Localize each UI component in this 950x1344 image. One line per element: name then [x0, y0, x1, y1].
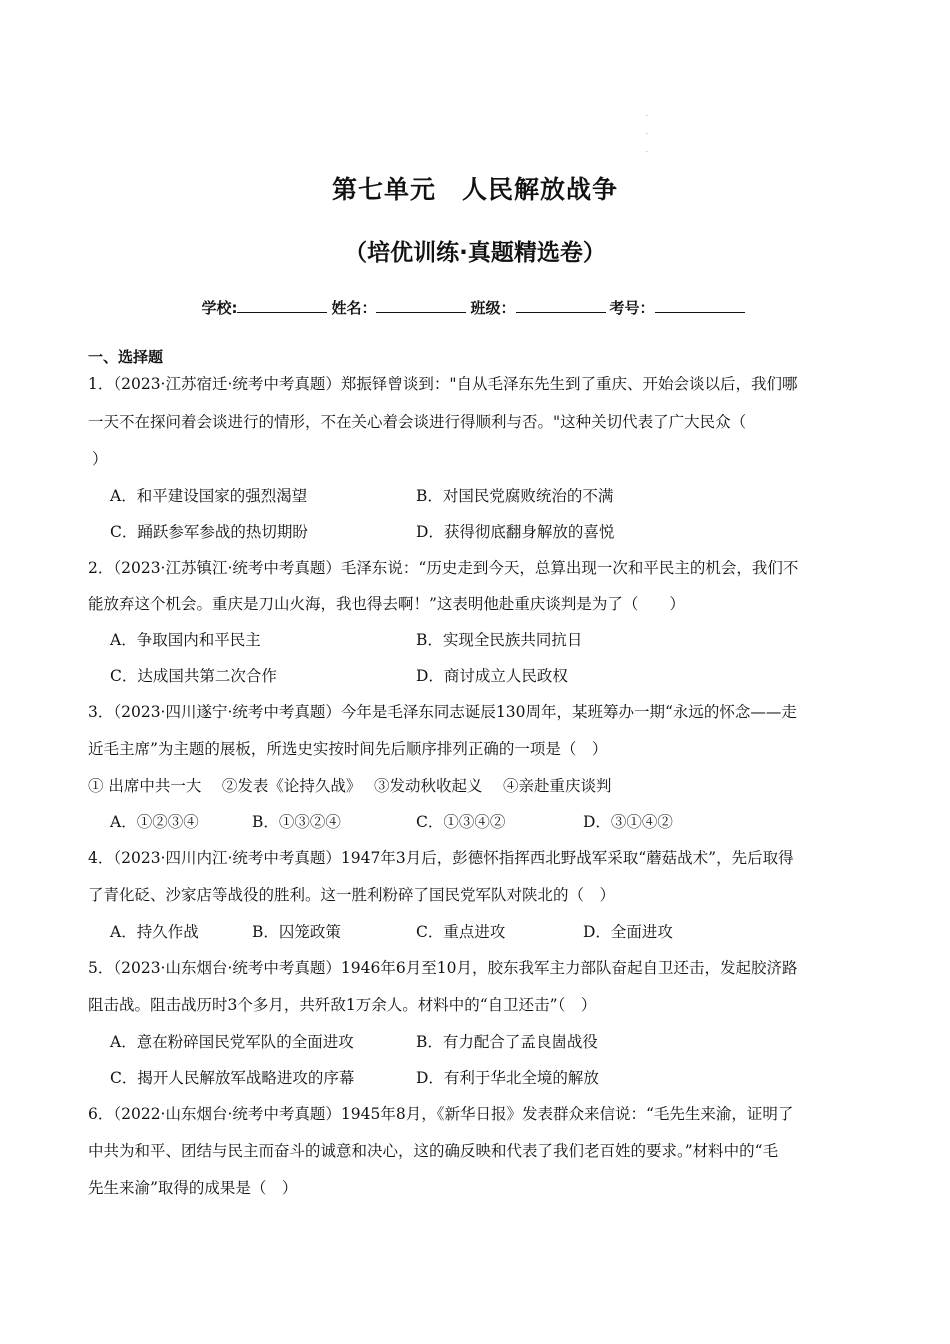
question-6-line-2: 中共为和平、团结与民主而奋斗的诚意和决心，这的确反映和代表了我们老百姓的要求。”材料中的“毛	[88, 1142, 779, 1160]
question-1-line-1: 1．（2023·江苏宿迁·统考中考真题）郑振铎曾谈到："自从毛泽东先生到了重庆、开始会谈以后，我们哪	[88, 375, 798, 393]
question-3-option-a[interactable]: A．①②③④	[110, 813, 199, 831]
title-topic: 人民解放战争	[462, 175, 619, 204]
header-dots: · · ·	[646, 113, 648, 156]
question-1-option-d[interactable]: D．获得彻底翻身解放的喜悦	[416, 523, 615, 541]
question-5-option-c[interactable]: C．揭开人民解放军战略进攻的序幕	[110, 1069, 355, 1087]
question-3-option-c[interactable]: C．①③④②	[416, 813, 506, 831]
question-1-option-c[interactable]: C．踊跃参军参战的热切期盼	[110, 523, 308, 541]
question-3-option-d[interactable]: D．③①④②	[583, 813, 673, 831]
page-title	[0, 170, 950, 206]
question-3-line-1: 3．（2023·四川遂宁·统考中考真题）今年是毛泽东同志诞辰130周年，某班筹办一期“永远的怀念——走	[88, 703, 797, 721]
question-4-option-c[interactable]: C．重点进攻	[416, 923, 506, 941]
question-5-option-d[interactable]: D．有利于华北全境的解放	[416, 1069, 599, 1087]
question-4-option-a[interactable]: A．持久作战	[110, 923, 199, 941]
question-5-line-2: 阻击战。阻击战历时3个多月，共歼敌1万余人。材料中的“自卫还击”（ ）	[88, 996, 597, 1014]
question-2-line-2: 能放弃这个机会。重庆是刀山火海，我也得去啊！”这表明他赴重庆谈判是为了（ ）	[88, 595, 685, 613]
question-5-option-b[interactable]: B．有力配合了孟良崮战役	[416, 1033, 598, 1051]
question-2-option-b[interactable]: B．实现全民族共同抗日	[416, 631, 583, 649]
name-blank[interactable]	[376, 298, 466, 313]
class-blank[interactable]	[516, 298, 606, 313]
question-1-line-3: ）	[92, 450, 108, 468]
question-2-line-1: 2．（2023·江苏镇江·统考中考真题）毛泽东说：“历史走到今天，总算出现一次和平民主的机会，我们不	[88, 559, 799, 577]
question-2-option-a[interactable]: A．争取国内和平民主	[110, 631, 261, 649]
question-6-line-1: 6．（2022·山东烟台·统考中考真题）1945年8月，《新华日报》发表群众来信说：“毛先生来渝，证明了	[88, 1105, 794, 1123]
question-5-option-a[interactable]: A．意在粉碎国民党军队的全面进攻	[110, 1033, 354, 1051]
question-6-line-3: 先生来渝”取得的成果是（ ）	[88, 1179, 298, 1197]
class-label: 班级：	[470, 299, 516, 317]
title-unit: 第七单元	[331, 175, 436, 204]
question-3-line-2: 近毛主席”为主题的展板，所选史实按时间先后顺序排列正确的一项是（ ）	[88, 740, 608, 758]
question-1-option-b[interactable]: B．对国民党腐败统治的不满	[416, 487, 614, 505]
question-3-line-3: ① 出席中共一大 ②发表《论持久战》 ③发动秋收起义 ④亲赴重庆谈判	[88, 777, 612, 795]
section-title: 一、选择题	[88, 348, 164, 366]
question-5-line-1: 5．（2023·山东烟台·统考中考真题）1946年6月至10月，胶东我军主力部队奋起自卫还击，发起胶济路	[88, 959, 798, 977]
name-label: 姓名：	[331, 299, 377, 317]
question-1-option-a[interactable]: A．和平建设国家的强烈渴望	[110, 487, 308, 505]
exam-number-blank[interactable]	[655, 298, 745, 313]
question-1-line-2: 一天不在探问着会谈进行的情形，不在关心着会谈进行得顺利与否。"这种关切代表了广大民众（	[88, 413, 747, 431]
question-4-option-d[interactable]: D．全面进攻	[583, 923, 673, 941]
student-info-row	[0, 297, 950, 318]
page-subtitle: （培优训练·真题精选卷）	[344, 240, 606, 266]
question-4-line-2: 了青化砭、沙家店等战役的胜利。这一胜利粉碎了国民党军队对陕北的（ ）	[88, 886, 616, 904]
school-label: 学校:	[201, 299, 238, 317]
school-blank[interactable]	[237, 298, 327, 313]
question-2-option-c[interactable]: C．达成国共第二次合作	[110, 667, 277, 685]
question-4-line-1: 4．（2023·四川内江·统考中考真题）1947年3月后，彭德怀指挥西北野战军采取“蘑菇战术”，先后取得	[88, 849, 794, 867]
question-4-option-b[interactable]: B．囚笼政策	[252, 923, 341, 941]
question-3-option-b[interactable]: B．①③②④	[252, 813, 341, 831]
question-2-option-d[interactable]: D．商讨成立人民政权	[416, 667, 568, 685]
exam-number-label: 考号：	[609, 299, 655, 317]
